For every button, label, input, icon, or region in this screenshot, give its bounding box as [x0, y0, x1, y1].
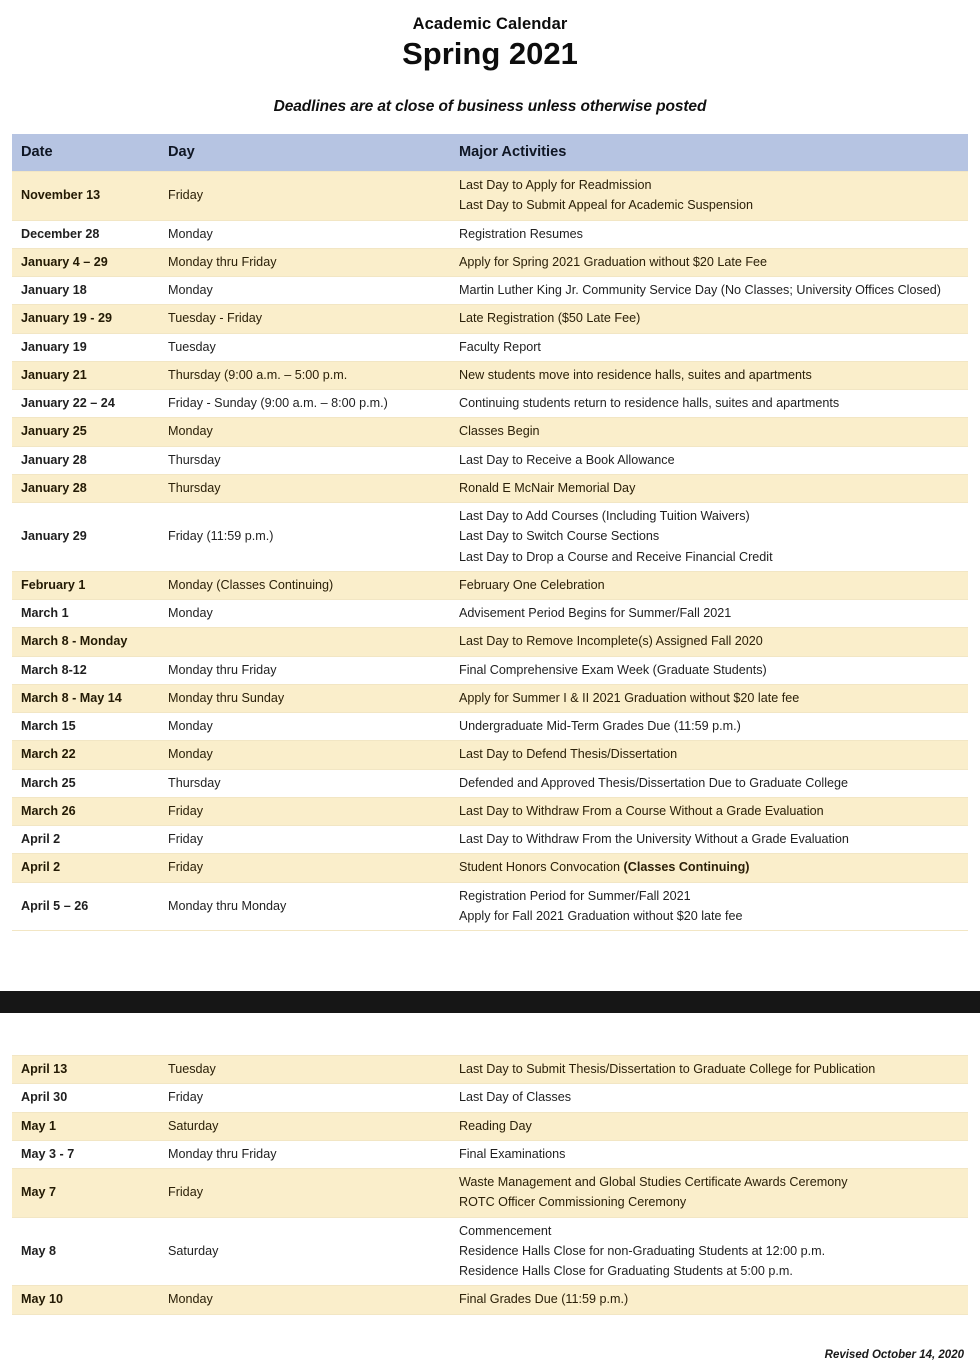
cell-date: January 22 – 24 [12, 390, 163, 418]
cell-date: January 21 [12, 361, 163, 389]
cell-day: Friday [163, 826, 455, 854]
activity-line: Reading Day [459, 1118, 532, 1133]
cell-activities [455, 220, 968, 248]
cell-date: May 1 [12, 1112, 163, 1140]
column-header-date: Date [12, 134, 163, 172]
cell-day: Tuesday [163, 1056, 455, 1084]
cell-day: Saturday [163, 1217, 455, 1286]
activity-line: Faculty Report [459, 339, 541, 354]
cell-date: March 22 [12, 741, 163, 769]
cell-activities [455, 248, 968, 276]
table-row [12, 446, 968, 474]
cell-date: November 13 [12, 172, 163, 221]
cell-day: Monday [163, 741, 455, 769]
activity-line: New students move into residence halls, suites and apartments [459, 367, 812, 382]
cell-day: Monday [163, 220, 455, 248]
cell-date: January 28 [12, 474, 163, 502]
page-break-bar [0, 991, 980, 1013]
table-row [12, 769, 968, 797]
cell-activities [455, 1084, 968, 1112]
cell-activities [455, 277, 968, 305]
cell-day: Monday thru Friday [163, 248, 455, 276]
cell-activities [455, 1169, 968, 1218]
cell-activities [455, 305, 968, 333]
table-row [12, 248, 968, 276]
column-header-activities: Major Activities [455, 134, 968, 172]
cell-date: May 10 [12, 1286, 163, 1314]
page-top-margin [0, 1013, 980, 1055]
activity-line: Defended and Approved Thesis/Dissertation Due to Graduate College [459, 775, 849, 790]
table-row [12, 628, 968, 656]
table-row [12, 741, 968, 769]
cell-date: February 1 [12, 571, 163, 599]
cell-date: January 19 - 29 [12, 305, 163, 333]
table-row [12, 1169, 968, 1218]
activity-line: Last Day to Submit Appeal for Academic Suspension [459, 198, 754, 213]
table-row [12, 333, 968, 361]
cell-day: Friday [163, 1169, 455, 1218]
activity-line: Residence Halls Close for Graduating Students at 5:00 p.m. [459, 1264, 793, 1279]
cell-activities [455, 390, 968, 418]
activity-line: Waste Management and Global Studies Certificate Awards Ceremony [459, 1175, 848, 1190]
table-row [12, 684, 968, 712]
cell-day: Monday [163, 277, 455, 305]
cell-activities [455, 628, 968, 656]
cell-day: Friday - Sunday (9:00 a.m. – 8:00 p.m.) [163, 390, 455, 418]
activity-line: Apply for Spring 2021 Graduation without $20 Late Fee [459, 254, 768, 269]
cell-date: January 19 [12, 333, 163, 361]
cell-activities [455, 1217, 968, 1286]
cell-date: March 26 [12, 797, 163, 825]
cell-day: Friday [163, 1084, 455, 1112]
table-row [12, 220, 968, 248]
activity-line: Ronald E McNair Memorial Day [459, 480, 636, 495]
page-title-kicker: Academic Calendar [412, 15, 568, 33]
cell-day: Friday [163, 854, 455, 882]
page-bottom-margin [0, 931, 980, 991]
cell-date: January 29 [12, 503, 163, 572]
calendar-table-page-two [12, 1055, 968, 1315]
activity-line: Last Day to Apply for Readmission [459, 178, 652, 193]
table-row [12, 826, 968, 854]
cell-activities [455, 769, 968, 797]
cell-day: Monday [163, 418, 455, 446]
cell-day: Monday thru Monday [163, 882, 455, 931]
cell-day: Monday [163, 600, 455, 628]
table-row [12, 1286, 968, 1314]
cell-date: May 3 - 7 [12, 1140, 163, 1168]
cell-day: Friday [163, 172, 455, 221]
cell-activities [455, 713, 968, 741]
cell-date: January 4 – 29 [12, 248, 163, 276]
activity-line: Last Day to Withdraw From the University Without a Grade Evaluation [459, 832, 849, 847]
cell-activities [455, 1140, 968, 1168]
page-title: Spring 2021 [402, 35, 578, 71]
revision-footer: Revised October 14, 2020 [824, 1348, 964, 1361]
activity-line: Student Honors Convocation (Classes Continuing) [459, 860, 750, 875]
table-row [12, 713, 968, 741]
table-row [12, 361, 968, 389]
cell-date: May 8 [12, 1217, 163, 1286]
cell-date: April 2 [12, 854, 163, 882]
cell-activities [455, 854, 968, 882]
activity-line: Last Day to Add Courses (Including Tuition Waivers) [459, 509, 750, 524]
table-row [12, 1140, 968, 1168]
cell-date: May 7 [12, 1169, 163, 1218]
cell-date: January 18 [12, 277, 163, 305]
table-row [12, 854, 968, 882]
cell-date: April 13 [12, 1056, 163, 1084]
table-row [12, 797, 968, 825]
cell-activities [455, 741, 968, 769]
activity-line: Last Day to Defend Thesis/Dissertation [459, 747, 678, 762]
cell-date: March 15 [12, 713, 163, 741]
table-row [12, 172, 968, 221]
activity-emphasis: (Classes Continuing) [623, 860, 750, 875]
cell-activities [455, 1286, 968, 1314]
cell-activities [455, 333, 968, 361]
table-header [12, 134, 968, 172]
cell-activities [455, 418, 968, 446]
cell-date: March 8 - Monday [12, 628, 163, 656]
cell-day: Monday thru Friday [163, 1140, 455, 1168]
activity-line: Continuing students return to residence halls, suites and apartments [459, 396, 840, 411]
cell-date: April 30 [12, 1084, 163, 1112]
table-row [12, 1084, 968, 1112]
cell-date: December 28 [12, 220, 163, 248]
activity-line: Commencement [459, 1223, 552, 1238]
cell-day: Thursday [163, 474, 455, 502]
activity-line: Late Registration ($50 Late Fee) [459, 311, 641, 326]
cell-activities [455, 474, 968, 502]
activity-line: Registration Resumes [459, 226, 583, 241]
table-row [12, 1056, 968, 1084]
cell-day: Tuesday - Friday [163, 305, 455, 333]
table-header-row [12, 134, 968, 172]
cell-day [163, 628, 455, 656]
activity-line: Last Day to Withdraw From a Course Without a Grade Evaluation [459, 803, 824, 818]
column-header-day: Day [163, 134, 455, 172]
cell-activities [455, 1056, 968, 1084]
cell-day: Monday (Classes Continuing) [163, 571, 455, 599]
activity-line: Last Day to Remove Incomplete(s) Assigned Fall 2020 [459, 634, 763, 649]
cell-day: Thursday [163, 446, 455, 474]
activity-line: Final Grades Due (11:59 p.m.) [459, 1292, 629, 1307]
cell-day: Tuesday [163, 333, 455, 361]
activity-line: Last Day of Classes [459, 1090, 571, 1105]
activity-line: Apply for Fall 2021 Graduation without $20 late fee [459, 908, 743, 923]
cell-activities [455, 826, 968, 854]
cell-day: Friday [163, 797, 455, 825]
cell-date: April 5 – 26 [12, 882, 163, 931]
cell-activities [455, 882, 968, 931]
activity-line: Last Day to Receive a Book Allowance [459, 452, 675, 467]
table-row [12, 1112, 968, 1140]
table-row [12, 882, 968, 931]
cell-activities [455, 1112, 968, 1140]
table-row [12, 571, 968, 599]
cell-day: Monday [163, 1286, 455, 1314]
cell-activities [455, 172, 968, 221]
cell-activities [455, 361, 968, 389]
activity-line: February One Celebration [459, 577, 605, 592]
activity-line: ROTC Officer Commissioning Ceremony [459, 1195, 687, 1210]
cell-day: Thursday (9:00 a.m. – 5:00 p.m. [163, 361, 455, 389]
activity-line: Last Day to Switch Course Sections [459, 529, 660, 544]
table-body-page-one [12, 172, 968, 931]
activity-line: Classes Begin [459, 424, 540, 439]
cell-activities [455, 503, 968, 572]
activity-line: Final Examinations [459, 1146, 566, 1161]
activity-line: Final Comprehensive Exam Week (Graduate Students) [459, 662, 767, 677]
cell-activities [455, 600, 968, 628]
cell-date: March 8 - May 14 [12, 684, 163, 712]
page-subtitle: Deadlines are at close of business unless otherwise posted [273, 98, 707, 116]
activity-line: Last Day to Drop a Course and Receive Financial Credit [459, 549, 773, 564]
table-row [12, 600, 968, 628]
table-row [12, 390, 968, 418]
cell-activities [455, 656, 968, 684]
activity-line: Martin Luther King Jr. Community Service Day (No Classes; University Offices Closed) [459, 283, 941, 298]
activity-line: Registration Period for Summer/Fall 2021 [459, 888, 691, 903]
table-row [12, 656, 968, 684]
table-body-page-two [12, 1056, 968, 1315]
table-row [12, 418, 968, 446]
cell-day: Saturday [163, 1112, 455, 1140]
cell-activities [455, 797, 968, 825]
activity-line: Last Day to Submit Thesis/Dissertation to Graduate College for Publication [459, 1062, 876, 1077]
cell-date: March 1 [12, 600, 163, 628]
cell-date: March 25 [12, 769, 163, 797]
activity-line: Residence Halls Close for non-Graduating Students at 12:00 p.m. [459, 1243, 826, 1258]
table-row [12, 503, 968, 572]
calendar-table-page-one [12, 134, 968, 931]
activity-line: Advisement Period Begins for Summer/Fall 2021 [459, 606, 732, 621]
document-header [0, 0, 980, 116]
cell-date: April 2 [12, 826, 163, 854]
cell-day: Monday [163, 713, 455, 741]
activity-line: Apply for Summer I & II 2021 Graduation without $20 late fee [459, 690, 800, 705]
cell-date: January 25 [12, 418, 163, 446]
cell-date: March 8-12 [12, 656, 163, 684]
cell-day: Monday thru Sunday [163, 684, 455, 712]
cell-activities [455, 571, 968, 599]
cell-day: Friday (11:59 p.m.) [163, 503, 455, 572]
cell-activities [455, 446, 968, 474]
table-row [12, 305, 968, 333]
table-row [12, 277, 968, 305]
cell-date: January 28 [12, 446, 163, 474]
table-row [12, 474, 968, 502]
activity-line: Undergraduate Mid-Term Grades Due (11:59 p.m.) [459, 719, 741, 734]
cell-day: Monday thru Friday [163, 656, 455, 684]
table-row [12, 1217, 968, 1286]
cell-day: Thursday [163, 769, 455, 797]
cell-activities [455, 684, 968, 712]
